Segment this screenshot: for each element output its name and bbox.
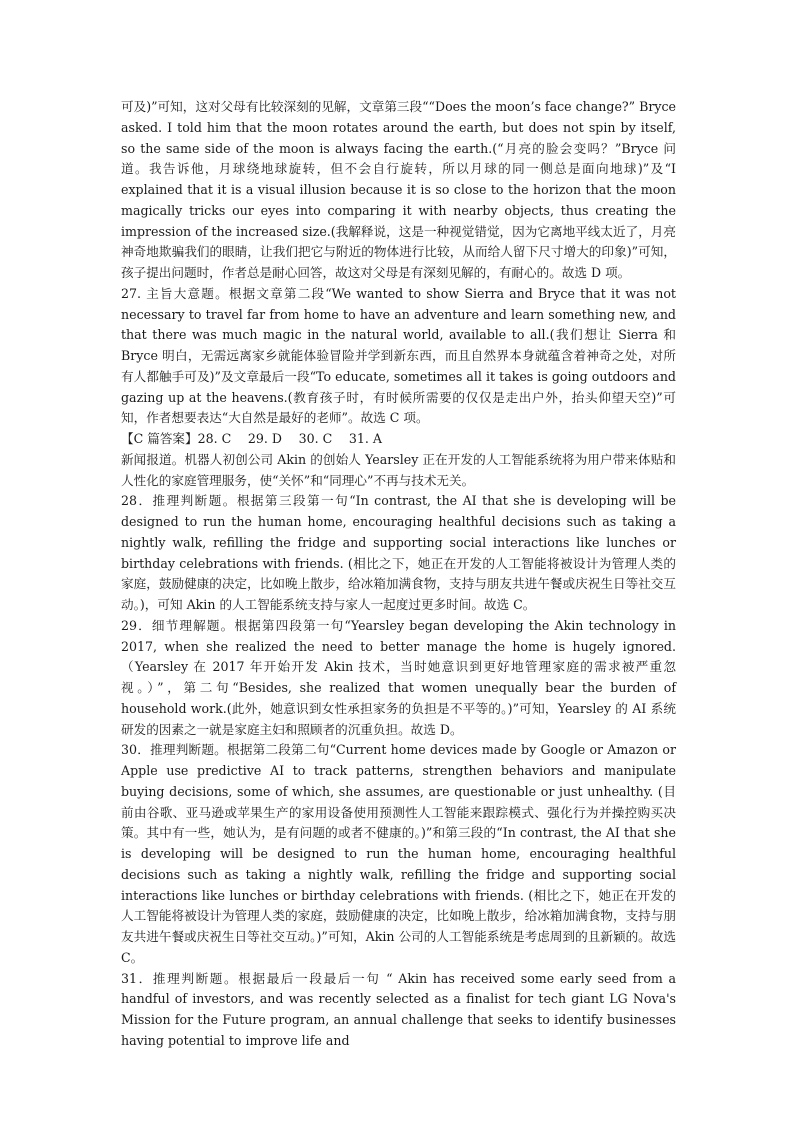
- paragraph-q27: 27. 主旨大意题。根据文章第二段“We wanted to show Sierra and Bryce that it was not necessary to travel far from home to have an adventure and learn something new, and that there was much magic in the natural world, available to all.(我们想让 Sierra 和 Bryce 明白，无需远离家乡就能体验冒险并学到新东西，而且自然界本身就蕴含着神奇之处，对所有人都触手可及)”及文章最后一段“To educate, sometimes all it takes is going outdoors and gazing up at the heavens.(教育孩子时，有时候所需要的仅仅是走出户外，抬头仰望天空)”可知，作者想要表达“大自然是最好的老师”。故选 C 项。: [121, 285, 676, 426]
- paragraph-q29: 29．细节理解题。根据第四段第一句“Yearsley began developing the Akin technology in 2017, when she realized the need to better manage the home is hugely ignored.（Yearsley 在 2017 年开始开发 Akin 技术，当时她意识到更好地管理家庭的需求被严重忽视。）”，第二句“Besides, she realized that women unequally bear the burden of household work.(此外，她意识到女性承担家务的负担是不平等的。)”可知，Yearsley 的 AI 系统研发的因素之一就是家庭主妇和照顾者的沉重负担。故选 D。: [121, 617, 676, 737]
- document-page: [121, 97, 676, 1052]
- answer-key-heading: 【C 篇答案】28. C 29. D 30. C 31. A: [121, 431, 382, 446]
- paragraph-q28: 28．推理判断题。根据第三段第一句“In contrast, the AI that she is developing will be designed to run the human home, encouraging healthful decisions such as taking a nightly walk, refilling the fridge and supporting social interactions like lunches or birthday celebrations with friends. (相比之下，她正在开发的人工智能将被设计为管理人类的家庭，鼓励健康的决定，比如晚上散步，给冰箱加满食物，支持与朋友共进午餐或庆祝生日等社交互动。)，可知 Akin 的人工智能系统支持与家人一起度过更多时间。故选 C。: [121, 493, 676, 612]
- paragraph-q31: 31．推理判断题。根据最后一段最后一句 “ Akin has received some early seed from a handful of investors, and was recently selected as a finalist for tech giant LG Nova's Mission for the Future program, an annual challenge that seeks to identify businesses having potential to improve life and: [121, 970, 676, 1048]
- paragraph-q30: 30．推理判断题。根据第二段第二句“Current home devices made by Google or Amazon or Apple use predictive AI to track patterns, strengthen behaviors and manipulate buying decisions, some of which, she assumes, are questionable or just unhealthy. (目前由谷歌、亚马逊或苹果生产的家用设备使用预测性人工智能来跟踪模式、强化行为并操控购买决策。其中有一些，她认为，是有问题的或者不健康的。)”和第三段的“In contrast, the AI that she is developing will be designed to run the human home, encouraging healthful decisions such as taking a nightly walk, refilling the fridge and supporting social interactions like lunches or birthday celebrations with friends. (相比之下，她正在开发的人工智能将被设计为管理人类的家庭，鼓励健康的决定，比如晚上散步，给冰箱加满食物，支持与朋友共进午餐或庆祝生日等社交互动。)”可知，Akin 公司的人工智能系统是考虑周到的且新颖的。故选 C。: [121, 742, 676, 965]
- paragraph-q26-cont: 可及)”可知，这对父母有比较深刻的见解，文章第三段““Does the moon’s face change?” Bryce asked. I told him that the moon rotates around the earth, but does not spin by itself, so the same side of the moon is always facing the earth.(“月亮的脸会变吗？”Bryce 问道。我告诉他，月球绕地球旋转，但不会自行旋转，所以月球的同一侧总是面向地球)”及“I explained that it is a visual illusion because it is so close to the horizon that the moon magically tricks our eyes into comparing it with nearby objects, thus creating the impression of the increased size.(我解释说，这是一种视觉错觉，因为它离地平线太近了，月亮神奇地欺骗我们的眼睛，让我们把它与附近的物体进行比较，从而给人留下尺寸增大的印象)”可知，孩子提出问题时，作者总是耐心回答，故这对父母是有深刻见解的，有耐心的。故选 D 项。: [121, 99, 676, 280]
- paragraph-summary: 新闻报道。机器人初创公司 Akin 的创始人 Yearsley 正在开发的人工智能系统将为用户带来体贴和人性化的家庭管理服务，使“关怀”和“同理心”不再与技术无关。: [121, 451, 676, 488]
